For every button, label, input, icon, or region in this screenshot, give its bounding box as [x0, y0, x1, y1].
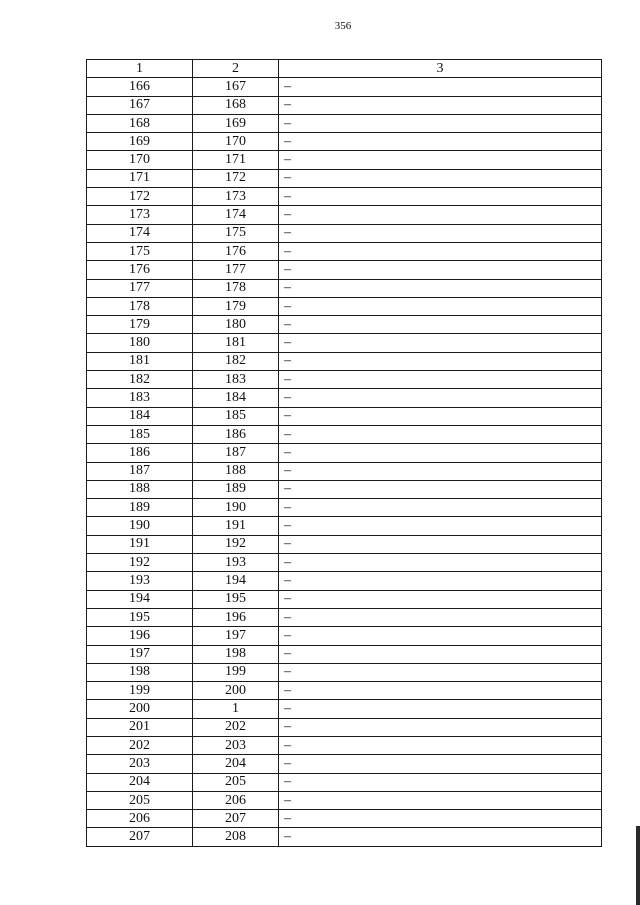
cell-col-3: –	[279, 279, 602, 297]
cell-col-3: –	[279, 316, 602, 334]
table-row	[87, 169, 602, 187]
cell-col-3: –	[279, 499, 602, 517]
cell-col-1: 183	[87, 389, 193, 407]
cell-col-1: 166	[87, 78, 193, 96]
cell-col-3: –	[279, 407, 602, 425]
table-row	[87, 608, 602, 626]
cell-col-1: 197	[87, 645, 193, 663]
table-row	[87, 133, 602, 151]
cell-col-2: 181	[193, 334, 279, 352]
cell-col-1: 182	[87, 371, 193, 389]
cell-col-3: –	[279, 389, 602, 407]
cell-col-1: 190	[87, 517, 193, 535]
cell-col-1: 184	[87, 407, 193, 425]
table-row	[87, 810, 602, 828]
cell-col-1: 198	[87, 663, 193, 681]
cell-col-1: 202	[87, 736, 193, 754]
cell-col-2: 203	[193, 736, 279, 754]
cell-col-2: 198	[193, 645, 279, 663]
cell-col-3: –	[279, 682, 602, 700]
table-row	[87, 78, 602, 96]
cell-col-2: 176	[193, 242, 279, 260]
cell-col-2: 188	[193, 462, 279, 480]
cell-col-3: –	[279, 169, 602, 187]
cell-col-1: 200	[87, 700, 193, 718]
cell-col-3: –	[279, 371, 602, 389]
cell-col-1: 175	[87, 242, 193, 260]
table-header	[87, 60, 602, 78]
table-row	[87, 425, 602, 443]
cell-col-2: 1	[193, 700, 279, 718]
cell-col-3: –	[279, 462, 602, 480]
cell-col-2: 207	[193, 810, 279, 828]
table-row	[87, 718, 602, 736]
table-row	[87, 535, 602, 553]
cell-col-3: –	[279, 608, 602, 626]
cell-col-2: 204	[193, 755, 279, 773]
cell-col-3: –	[279, 242, 602, 260]
cell-col-3: –	[279, 352, 602, 370]
cell-col-3: –	[279, 554, 602, 572]
cell-col-2: 180	[193, 316, 279, 334]
cell-col-1: 177	[87, 279, 193, 297]
cell-col-1: 205	[87, 791, 193, 809]
cell-col-3: –	[279, 517, 602, 535]
cell-col-2: 194	[193, 572, 279, 590]
cell-col-1: 168	[87, 114, 193, 132]
cell-col-1: 207	[87, 828, 193, 846]
cell-col-2: 173	[193, 188, 279, 206]
cell-col-1: 203	[87, 755, 193, 773]
cell-col-1: 196	[87, 627, 193, 645]
cell-col-3: –	[279, 444, 602, 462]
cell-col-1: 170	[87, 151, 193, 169]
cell-col-1: 201	[87, 718, 193, 736]
cell-col-1: 181	[87, 352, 193, 370]
cell-col-3: –	[279, 133, 602, 151]
table-row	[87, 151, 602, 169]
cell-col-3: –	[279, 627, 602, 645]
table-row	[87, 499, 602, 517]
column-header-2: 2	[193, 60, 279, 78]
cell-col-3: –	[279, 590, 602, 608]
cell-col-3: –	[279, 151, 602, 169]
table-row	[87, 334, 602, 352]
table-row	[87, 114, 602, 132]
cell-col-2: 199	[193, 663, 279, 681]
cell-col-3: –	[279, 755, 602, 773]
cell-col-3: –	[279, 535, 602, 553]
cell-col-2: 179	[193, 297, 279, 315]
cell-col-1: 180	[87, 334, 193, 352]
cell-col-2: 178	[193, 279, 279, 297]
table-row	[87, 389, 602, 407]
cell-col-2: 190	[193, 499, 279, 517]
cell-col-1: 186	[87, 444, 193, 462]
table-row	[87, 279, 602, 297]
table-row	[87, 242, 602, 260]
table-row	[87, 791, 602, 809]
cell-col-3: –	[279, 718, 602, 736]
cell-col-3: –	[279, 334, 602, 352]
cell-col-1: 172	[87, 188, 193, 206]
cell-col-3: –	[279, 78, 602, 96]
cell-col-3: –	[279, 773, 602, 791]
cell-col-2: 192	[193, 535, 279, 553]
table-row	[87, 371, 602, 389]
cell-col-2: 189	[193, 480, 279, 498]
cell-col-2: 196	[193, 608, 279, 626]
cell-col-2: 182	[193, 352, 279, 370]
table-row	[87, 462, 602, 480]
cell-col-1: 193	[87, 572, 193, 590]
table-row	[87, 352, 602, 370]
table-row	[87, 755, 602, 773]
scan-edge-mark	[636, 826, 640, 905]
cell-col-2: 175	[193, 224, 279, 242]
cell-col-2: 177	[193, 261, 279, 279]
table-row	[87, 224, 602, 242]
cell-col-1: 192	[87, 554, 193, 572]
cell-col-2: 183	[193, 371, 279, 389]
cell-col-1: 199	[87, 682, 193, 700]
cell-col-1: 194	[87, 590, 193, 608]
table-row	[87, 828, 602, 846]
cell-col-2: 191	[193, 517, 279, 535]
cell-col-1: 176	[87, 261, 193, 279]
table-row	[87, 590, 602, 608]
table-row	[87, 517, 602, 535]
cell-col-3: –	[279, 480, 602, 498]
table-row	[87, 682, 602, 700]
cell-col-2: 184	[193, 389, 279, 407]
page-number: 356	[334, 20, 352, 32]
cell-col-2: 172	[193, 169, 279, 187]
cell-col-2: 197	[193, 627, 279, 645]
cell-col-3: –	[279, 572, 602, 590]
cell-col-3: –	[279, 736, 602, 754]
table-row	[87, 206, 602, 224]
table-row	[87, 627, 602, 645]
cell-col-2: 186	[193, 425, 279, 443]
cell-col-1: 178	[87, 297, 193, 315]
table-row	[87, 297, 602, 315]
table-row	[87, 700, 602, 718]
cell-col-1: 188	[87, 480, 193, 498]
cell-col-3: –	[279, 114, 602, 132]
table-row	[87, 572, 602, 590]
column-header-1: 1	[87, 60, 193, 78]
cell-col-3: –	[279, 261, 602, 279]
cell-col-1: 204	[87, 773, 193, 791]
cell-col-1: 195	[87, 608, 193, 626]
cell-col-2: 202	[193, 718, 279, 736]
cell-col-2: 171	[193, 151, 279, 169]
cell-col-3: –	[279, 810, 602, 828]
table-row	[87, 480, 602, 498]
table-body	[87, 78, 602, 846]
cell-col-3: –	[279, 663, 602, 681]
cell-col-1: 189	[87, 499, 193, 517]
table-row	[87, 663, 602, 681]
cell-col-2: 168	[193, 96, 279, 114]
cell-col-2: 170	[193, 133, 279, 151]
table-row	[87, 96, 602, 114]
cell-col-2: 200	[193, 682, 279, 700]
header-row	[87, 60, 602, 78]
table-row	[87, 444, 602, 462]
cell-col-2: 167	[193, 78, 279, 96]
cell-col-3: –	[279, 828, 602, 846]
cell-col-1: 173	[87, 206, 193, 224]
cell-col-2: 205	[193, 773, 279, 791]
cell-col-1: 174	[87, 224, 193, 242]
table-row	[87, 736, 602, 754]
cell-col-1: 191	[87, 535, 193, 553]
table-row	[87, 188, 602, 206]
table-row	[87, 554, 602, 572]
cell-col-3: –	[279, 297, 602, 315]
cell-col-2: 193	[193, 554, 279, 572]
table-row	[87, 773, 602, 791]
table-row	[87, 316, 602, 334]
cell-col-2: 206	[193, 791, 279, 809]
column-header-3: 3	[279, 60, 602, 78]
cell-col-3: –	[279, 700, 602, 718]
cell-col-3: –	[279, 791, 602, 809]
cell-col-1: 185	[87, 425, 193, 443]
cell-col-3: –	[279, 96, 602, 114]
cell-col-3: –	[279, 206, 602, 224]
cell-col-2: 169	[193, 114, 279, 132]
cell-col-1: 187	[87, 462, 193, 480]
table-row	[87, 261, 602, 279]
cell-col-3: –	[279, 645, 602, 663]
data-table	[86, 59, 602, 847]
cell-col-1: 171	[87, 169, 193, 187]
cell-col-3: –	[279, 224, 602, 242]
cell-col-2: 185	[193, 407, 279, 425]
cell-col-1: 167	[87, 96, 193, 114]
cell-col-2: 174	[193, 206, 279, 224]
table-row	[87, 407, 602, 425]
cell-col-3: –	[279, 188, 602, 206]
table-row	[87, 645, 602, 663]
cell-col-2: 208	[193, 828, 279, 846]
cell-col-1: 169	[87, 133, 193, 151]
cell-col-2: 195	[193, 590, 279, 608]
cell-col-1: 179	[87, 316, 193, 334]
cell-col-1: 206	[87, 810, 193, 828]
cell-col-3: –	[279, 425, 602, 443]
cell-col-2: 187	[193, 444, 279, 462]
